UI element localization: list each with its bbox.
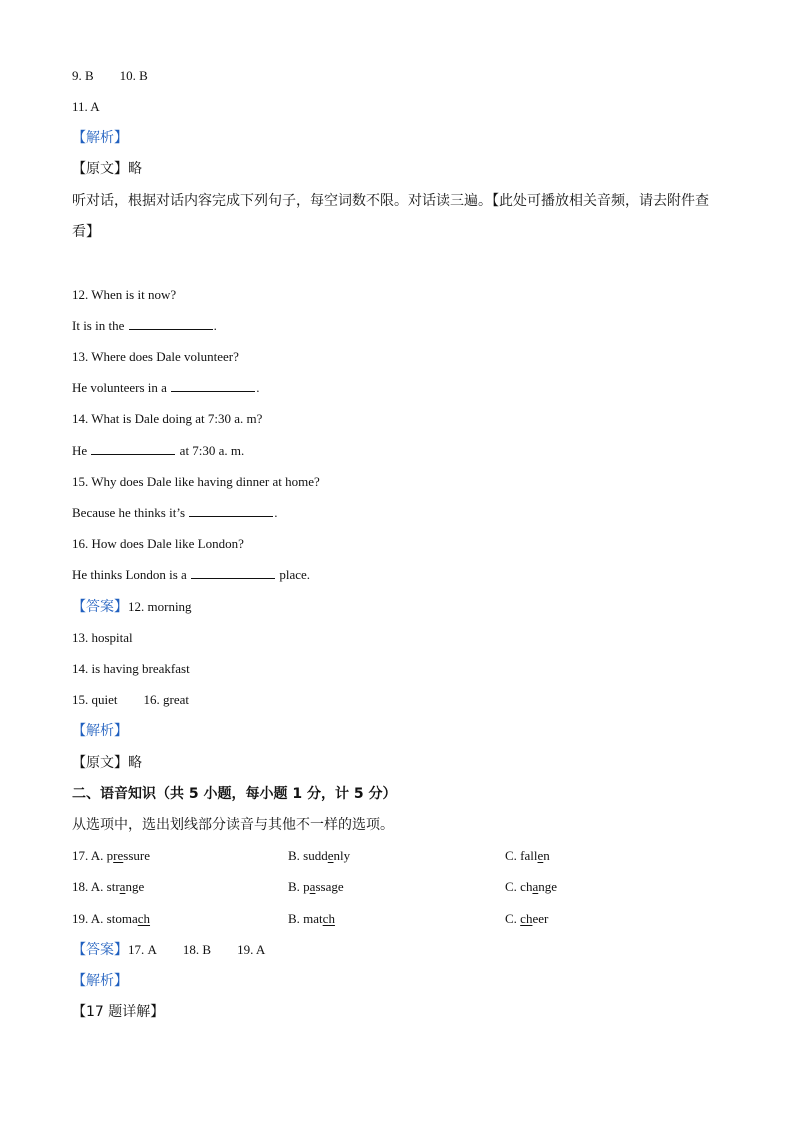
answer-line-9-10 [72,67,148,85]
question-16: 16. How does Dale like London? [72,536,244,551]
fill-line-14: He at 7:30 a. m. [72,443,245,458]
answer-10: 10. B [119,68,148,83]
question-15: 15. Why does Dale like having dinner at home? [72,474,320,489]
answer-blank [91,442,175,455]
fill-line-16: He thinks London is a place. [72,567,310,582]
answer-blank [191,566,275,579]
answer-line-12: 【答案】12. morning [72,599,192,615]
answer-line-17-19: 【答案】17. A 18. B 19. A [72,942,266,958]
listening-instruction-line2: 看】 [72,224,100,240]
fill-line-13: He volunteers in a . [72,380,260,395]
phonetics-row-18: 18. A. strange B. passage C. change [72,879,558,894]
analysis-label-3: 【解析】 [72,973,128,989]
original-text-label-2: 【原文】略 [72,755,142,771]
answer-9: 9. B [72,68,94,83]
phonetics-row-17: 17. A. pressure B. suddenly C. fallen [72,848,550,863]
answer-line-15-16: 15. quiet 16. great [72,692,189,707]
detail-17-label: 【17 题详解】 [72,1004,165,1020]
section-heading: 二、语音知识（共 5 小题，每小题 1 分，计 5 分） [72,786,397,802]
original-text-label: 【原文】略 [72,161,142,177]
answer-14: 14. is having breakfast [72,661,190,676]
fill-line-12: It is in the . [72,318,217,333]
answer-11: 11. A [72,99,100,114]
answer-13: 13. hospital [72,630,133,645]
answer-blank [129,317,213,330]
listening-instruction-line1: 听对话，根据对话内容完成下列句子，每空词数不限。对话读三遍。【此处可播放相关音频，请去附件查 [72,193,709,209]
answer-label: 【答案】 [72,599,128,615]
answer-blank [189,504,273,517]
analysis-label: 【解析】 [72,130,128,146]
phonetics-row-19: 19. A. stomach B. match C. cheer [72,911,549,926]
answer-blank [171,379,255,392]
phonetics-instruction: 从选项中，选出划线部分读音与其他不一样的选项。 [72,817,394,833]
question-13: 13. Where does Dale volunteer? [72,349,239,364]
answer-label-2: 【答案】 [72,942,128,958]
question-12: 12. When is it now? [72,287,177,302]
fill-line-15: Because he thinks it’s . [72,505,278,520]
analysis-label-2: 【解析】 [72,723,128,739]
question-14: 14. What is Dale doing at 7:30 a. m? [72,411,263,426]
